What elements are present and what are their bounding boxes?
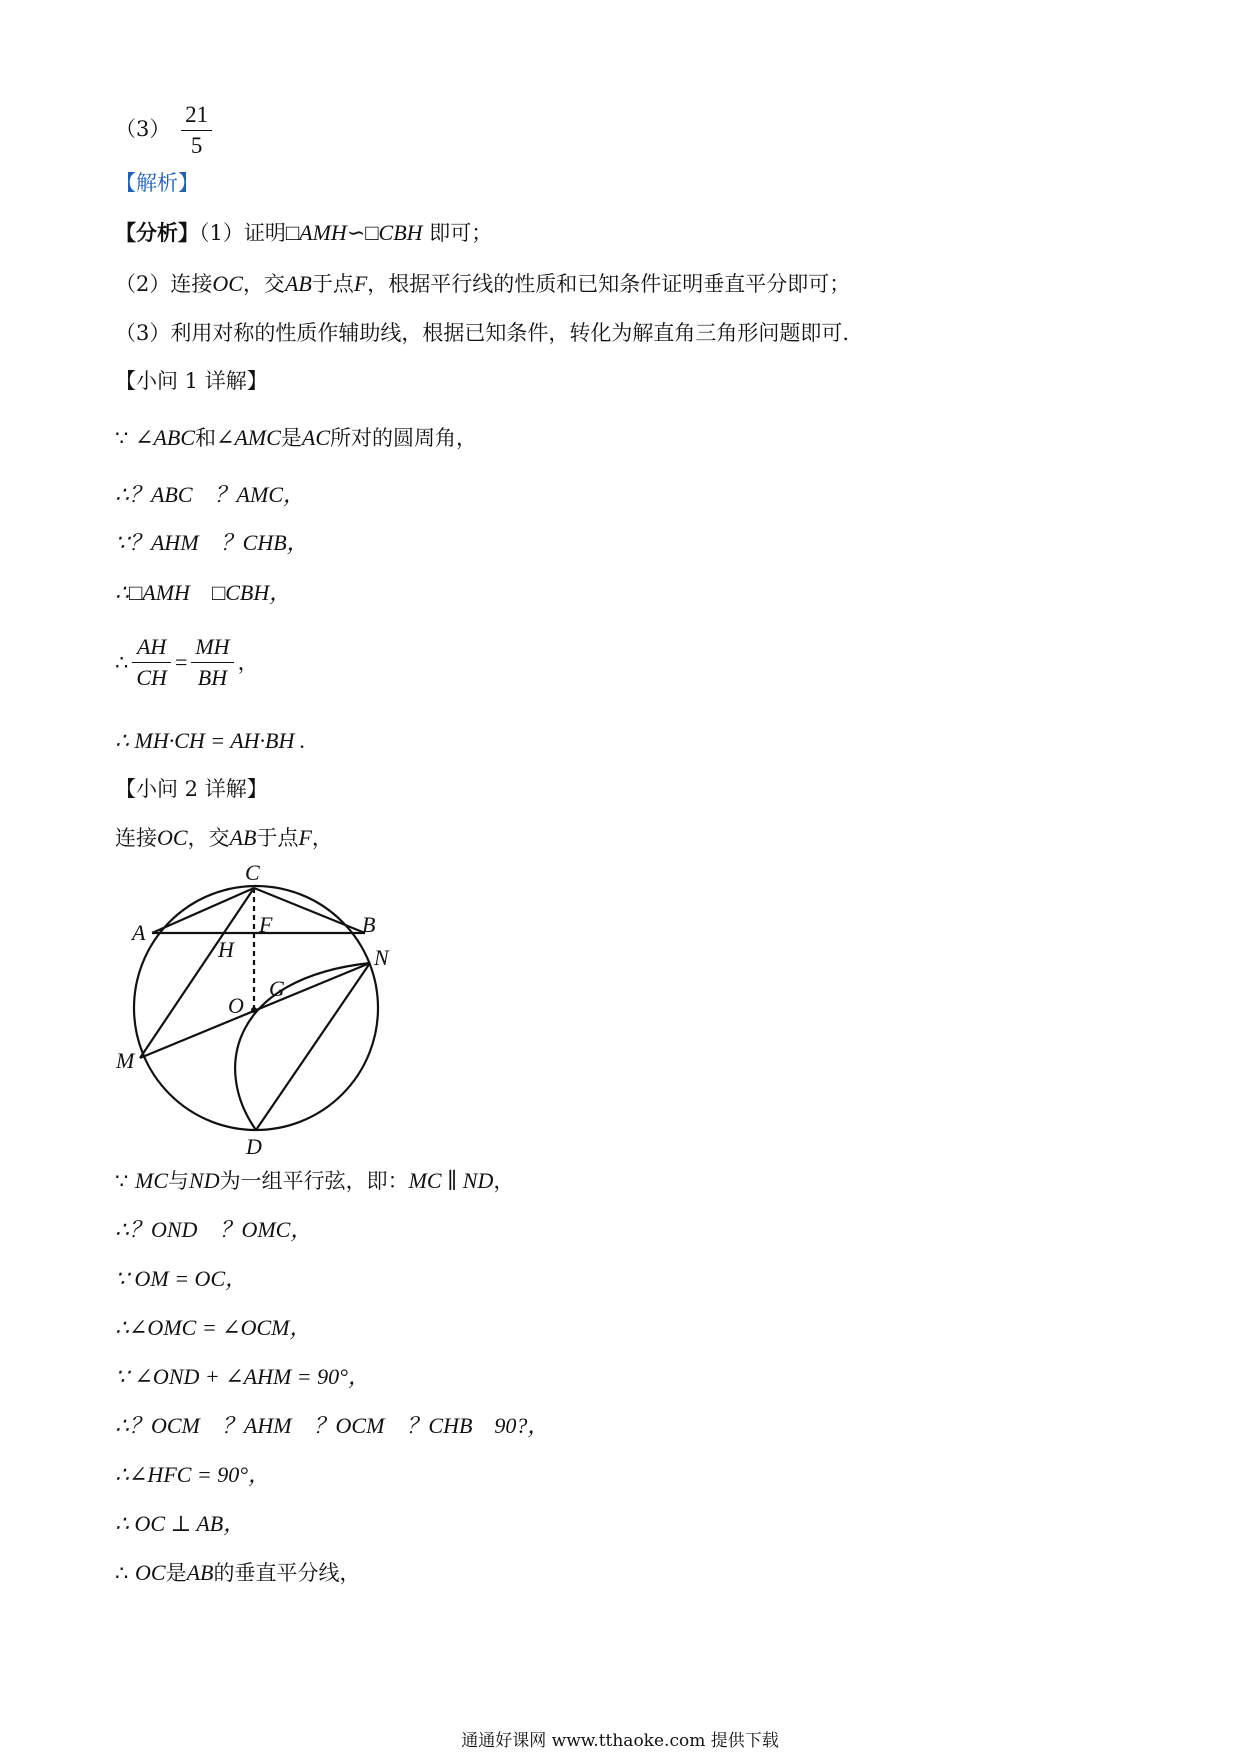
fenxi-l2-a: （2）连接 [115,272,213,296]
fenxi-l2-m3: F [353,271,368,296]
point-o [251,1007,257,1013]
q2-step-1 [115,1166,514,1196]
q2-step-0 [115,823,333,853]
answer-3-denominator: 5 [190,133,203,158]
q1-s5-eq: = [174,649,188,675]
label-a: A [132,920,146,945]
label-n: N [374,945,389,970]
q1-s5-post: ， [237,650,259,675]
q2-step-7: ∴∠HFC = 90°， [115,1462,271,1487]
q1-step-3: ∵？AHM ？CHB， [115,530,309,555]
q1-s1-m3: AC [301,425,331,450]
q2-s1-m3: MC ∥ ND [408,1168,494,1193]
q2-s0-c: 于点 [256,826,299,850]
fenxi-l2-d: ，根据平行线的性质和已知条件证明垂直平分即可； [367,272,851,296]
q1-s1-m1: ∠ABC [135,425,196,450]
fenxi-l2-b: ，交 [242,272,285,296]
q2-step-3: ∵ OM = OC， [115,1266,248,1291]
q2-step-5: ∵ ∠OND + ∠AHM = 90°， [115,1364,370,1389]
page-footer: 通通好课网 www.tthaoke.com 提供下载 [461,1731,779,1751]
q2-step-8: ∴ OC ⊥ AB， [115,1511,246,1536]
label-c: C [245,860,260,885]
label-m: M [116,1048,135,1073]
label-f: F [259,912,273,937]
q2-s1-m1: MC [135,1168,169,1193]
q2-s0-m3: F [298,825,312,850]
q1-step-5 [115,632,259,693]
fenxi-line-1 [115,218,492,248]
q1-s5-frac-1 [132,632,171,693]
q1-s5-n1: AH [132,632,171,663]
q1-step-2: ∴？ABC ？AMC， [115,482,305,507]
q2-s9-c: 的垂直平分线， [213,1561,361,1585]
answer-3-fraction [181,100,212,161]
q1-step-6: ∴ MH·CH = AH·BH . [115,728,306,753]
answer-3 [115,100,216,161]
label-g: G [269,976,285,1001]
label-h: H [218,937,234,962]
answer-3-label: （3） [115,117,171,141]
q1-step-4: ∴□AMH □CBH， [115,580,292,605]
q2-title: 【小问 2 详解】 [115,777,268,801]
label-o: O [228,993,244,1018]
q2-s1-b: 与 [168,1169,190,1193]
q1-step-1 [115,423,477,453]
q2-s0-m2: AB [229,825,257,850]
q2-s1-c: 为一组平行弦，即： [219,1169,409,1193]
q1-s5-d1: CH [136,665,167,690]
q2-s1-a: ∵ [115,1169,136,1193]
q2-s1-m2: ND [189,1168,220,1193]
label-b: B [362,912,376,937]
fenxi-l2-m2: AB [284,271,312,296]
answer-3-numerator: 21 [181,100,212,131]
q2-step-6: ∴？OCM ？AHM ？OCM ？CHB 90?， [115,1413,550,1438]
fenxi-line-3: （3）利用对称的性质作辅助线，根据已知条件，转化为解直角三角形问题即可. [115,321,850,345]
q1-s5-pre: ∴ [115,650,129,675]
fenxi-tag: 【分析】 [115,220,199,245]
q1-s1-c: 是 [280,426,302,450]
q2-step-4: ∴∠OMC = ∠OCM， [115,1315,312,1340]
arc-d-n [235,963,370,1130]
q2-s0-m1: OC [157,825,188,850]
q2-step-2: ∴？OND ？OMC， [115,1217,313,1242]
q1-s1-d: 所对的圆周角， [330,426,478,450]
q1-s1-m2: ∠AMC [216,425,281,450]
fenxi-l1-a: （1）证明 [199,221,286,245]
fenxi-l2-c: 于点 [311,272,354,296]
q2-step-9 [115,1558,361,1588]
q1-s1-b: 和 [195,426,217,450]
q2-s9-b: 是 [165,1561,187,1585]
fenxi-line-2 [115,269,850,299]
q2-s9-m2: AB [186,1560,214,1585]
q1-title: 【小问 1 详解】 [115,369,268,393]
q1-s5-n2: MH [191,632,233,663]
q2-s9-m1: OC [135,1560,166,1585]
fenxi-l2-m1: OC [212,271,243,296]
fenxi-l1-b: 即可； [422,221,493,245]
label-d: D [246,1134,262,1158]
q2-s0-d: ， [311,826,333,850]
circle-figure [112,858,412,1158]
q2-s0-b: ，交 [187,826,230,850]
fenxi-l1-math: □AMH∽□CBH [285,220,423,245]
q2-s1-d: ， [493,1169,515,1193]
q2-s9-a: ∴ [115,1561,136,1585]
q1-s1-a: ∵ [115,426,136,450]
q1-s5-frac-2 [191,632,233,693]
q2-s0-a: 连接 [115,826,157,850]
jiexi-heading: 【解析】 [115,171,199,195]
q1-s5-d2: BH [197,665,228,690]
